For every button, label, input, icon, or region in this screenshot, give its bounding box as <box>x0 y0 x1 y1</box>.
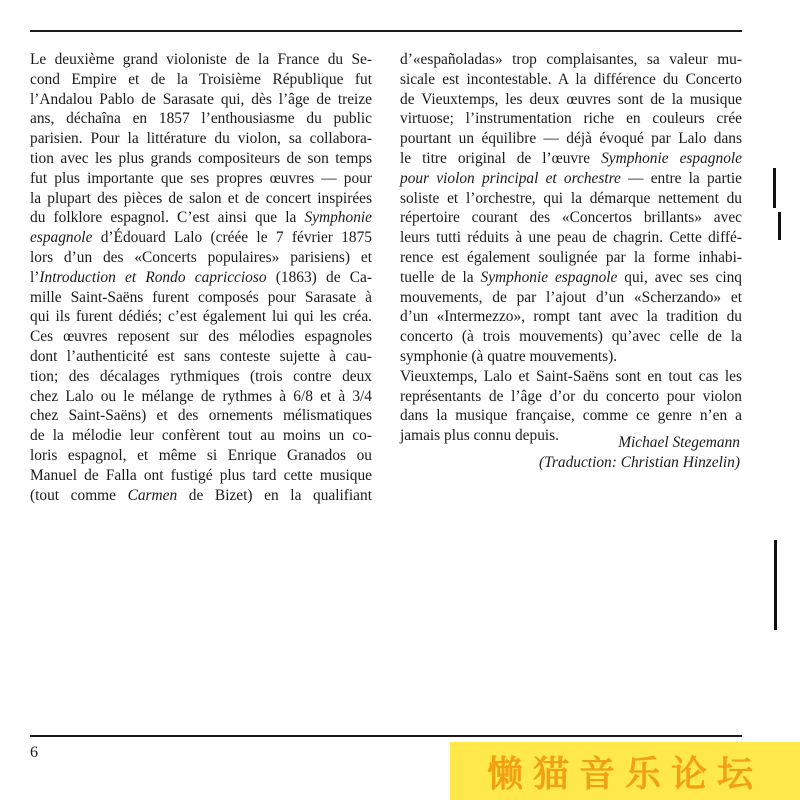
text-line: chez Saint-Saëns) et des ornements mélismatiques <box>30 407 372 425</box>
text-line: lors d’un des «Concerts populaires» parisiens) et <box>30 248 372 266</box>
text-line: cond Empire et de la Troisième République fut <box>30 70 372 88</box>
text-line: tuelle de la Symphonie espagnole qui, avec ses cinq <box>400 268 742 286</box>
text-line: ans, déchaîna en 1857 l’enthousiasme du public <box>30 110 372 128</box>
text-line: leurs tutti réduits à une peau de chagrin. Cette diffé- <box>400 229 742 247</box>
text-line: virtuose; l’instrumentation riche en couleurs crée <box>400 110 742 128</box>
text-line: répertoire courant des «Concertos brillants» avec <box>400 209 742 227</box>
top-rule <box>30 30 742 32</box>
text-line: d’un «Intermezzo», rompt tant avec la tradition du <box>400 308 742 326</box>
text-line: le titre original de l’œuvre Symphonie espagnole <box>400 149 742 167</box>
scan-edge-mark <box>778 212 781 240</box>
page-number: 6 <box>30 744 38 761</box>
text-line: concerto (à trois mouvements) qu’avec celle de la <box>400 328 742 346</box>
text-line: Manuel de Falla ont fustigé plus tard cette musique <box>30 466 372 484</box>
text-line: espagnole d’Édouard Lalo (créée le 7 février 1875 <box>30 229 372 247</box>
text-line: d’«españoladas» trop complaisantes, sa valeur mu- <box>400 51 742 68</box>
scan-edge-mark <box>774 540 777 630</box>
text-line: loris espagnol, et même si Enrique Granados ou <box>30 446 372 464</box>
text-line: sicale est incontestable. A la différence du Concerto <box>400 70 742 88</box>
text-line: tion; des décalages rythmiques (trois contre deux <box>30 367 372 385</box>
text-line: la plupart des pièces de salon et de concert inspirées <box>30 189 372 207</box>
text-line: du folklore espagnol. C’est ainsi que la Symphonie <box>30 209 372 227</box>
text-line: Le deuxième grand violoniste de la France du Se- <box>30 51 372 68</box>
text-line: Ces œuvres reposent sur des mélodies espagnoles <box>30 328 372 346</box>
watermark-banner <box>450 742 800 800</box>
right-text-column <box>400 50 742 446</box>
text-line: dont l’authenticité est sans conteste sujette à cau- <box>30 347 372 365</box>
text-line: dans la musique française, comme ce genre n’en a <box>400 407 742 425</box>
text-line: mouvements, de par l’ajout d’un «Scherzando» et <box>400 288 742 306</box>
text-line: rence est également soulignée par la forme inhabi- <box>400 248 742 266</box>
text-line: pourtant un équilibre — déjà évoqué par Lalo dans <box>400 130 742 148</box>
watermark-text: 懒猫音乐论坛 <box>486 753 763 795</box>
text-line: chez Lalo ou le mélange de rythmes à 6/8 et à 3/4 <box>30 387 372 405</box>
text-line: de Vieuxtemps, les deux œuvres sont de la musique <box>400 90 742 108</box>
scan-edge-mark <box>773 168 776 208</box>
text-line: tion avec les plus grands compositeurs de son temps <box>30 149 372 167</box>
translation-credit: (Traduction: Christian Hinzelin) <box>539 454 740 471</box>
author-credit: Michael Stegemann <box>618 434 740 451</box>
left-text-column <box>30 50 372 505</box>
text-line: pour violon principal et orchestre — entre la partie <box>400 169 742 187</box>
bottom-rule <box>30 735 742 737</box>
text-line: Vieuxtemps, Lalo et Saint-Saëns sont en tout cas les <box>400 367 742 385</box>
text-line: symphonie (à quatre mouvements). <box>400 347 618 365</box>
text-line: jamais plus connu depuis. <box>400 427 560 445</box>
text-line: l’Introduction et Rondo capriccioso (1863) de Ca- <box>30 268 372 286</box>
text-line: de la mélodie leur confèrent tout au moins un co- <box>30 427 372 445</box>
text-line: parisien. Pour la littérature du violon, sa collabora- <box>30 130 372 148</box>
text-line: mille Saint-Saëns furent composés pour Sarasate à <box>30 288 372 306</box>
text-line: fut plus importante que ses propres œuvres — pour <box>30 169 372 187</box>
text-line: soliste et l’orchestre, qui la démarque nettement du <box>400 189 742 207</box>
text-line: (tout comme Carmen de Bizet) en la qualifiant <box>30 486 372 504</box>
text-line: qui ils furent dédiés; c’est également lui qui les créa. <box>30 308 372 326</box>
text-line: l’Andalou Pablo de Sarasate qui, dès l’âge de treize <box>30 90 372 108</box>
text-line: représentants de l’âge d’or du concerto pour violon <box>400 387 742 405</box>
